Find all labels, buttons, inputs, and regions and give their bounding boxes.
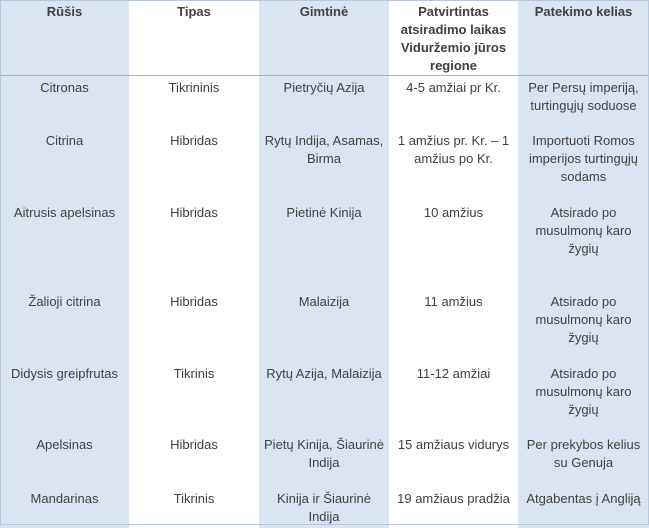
cell-species: Citronas xyxy=(0,76,129,130)
cell-route: Atgabentas į Angliją xyxy=(518,487,649,528)
cell-type: Tikrinis xyxy=(129,362,259,433)
cell-species: Aitrusis apelsinas xyxy=(0,201,129,290)
cell-route: Per Persų imperiją, turtingųjų soduose xyxy=(518,76,649,130)
header-type: Tipas xyxy=(129,0,259,76)
table-row xyxy=(0,487,649,528)
cell-species: Žalioji citrina xyxy=(0,290,129,362)
cell-origin: Pietų Kinija, Šiaurinė Indija xyxy=(259,433,389,487)
cell-route: Per prekybos kelius su Genuja xyxy=(518,433,649,487)
table-row xyxy=(0,290,649,362)
header-origin: Gimtinė xyxy=(259,0,389,76)
cell-species: Didysis greipfrutas xyxy=(0,362,129,433)
cell-species: Mandarinas xyxy=(0,487,129,528)
cell-appearance-time: 1 amžius pr. Kr. – 1 amžius po Kr. xyxy=(389,129,518,201)
cell-appearance-time: 4-5 amžiai pr Kr. xyxy=(389,76,518,130)
cell-type: Tikrinis xyxy=(129,487,259,528)
cell-type: Hibridas xyxy=(129,201,259,290)
cell-type: Hibridas xyxy=(129,129,259,201)
cell-origin: Pietryčių Azija xyxy=(259,76,389,130)
cell-type: Hibridas xyxy=(129,290,259,362)
cell-type: Tikrininis xyxy=(129,76,259,130)
cell-route: Importuoti Romos imperijos turtingųjų sodams xyxy=(518,129,649,201)
cell-appearance-time: 11-12 amžiai xyxy=(389,362,518,433)
cell-origin: Malaizija xyxy=(259,290,389,362)
table-row xyxy=(0,201,649,290)
cell-origin: Rytų Azija, Malaizija xyxy=(259,362,389,433)
header-row xyxy=(0,0,649,76)
cell-species: Citrina xyxy=(0,129,129,201)
table-row xyxy=(0,129,649,201)
cell-appearance-time: 19 amžiaus pradžia xyxy=(389,487,518,528)
cell-origin: Rytų Indija, Asamas, Birma xyxy=(259,129,389,201)
table-row xyxy=(0,433,649,487)
table-row xyxy=(0,362,649,433)
table-body xyxy=(0,76,649,528)
header-appearance-time: Patvirtintas atsiradimo laikas Viduržemio jūros regione xyxy=(389,0,518,76)
cell-origin: Pietinė Kinija xyxy=(259,201,389,290)
table-row xyxy=(0,76,649,130)
cell-type: Hibridas xyxy=(129,433,259,487)
cell-appearance-time: 11 amžius xyxy=(389,290,518,362)
header-route: Patekimo kelias xyxy=(518,0,649,76)
cell-species: Apelsinas xyxy=(0,433,129,487)
cell-origin: Kinija ir Šiaurinė Indija xyxy=(259,487,389,528)
header-species: Rūšis xyxy=(0,0,129,76)
cell-route: Atsirado po musulmonų karo žygių xyxy=(518,290,649,362)
cell-route: Atsirado po musulmonų karo žygių xyxy=(518,362,649,433)
cell-appearance-time: 15 amžiaus vidurys xyxy=(389,433,518,487)
cell-route: Atsirado po musulmonų karo žygių xyxy=(518,201,649,290)
cell-appearance-time: 10 amžius xyxy=(389,201,518,290)
table-header xyxy=(0,0,649,76)
